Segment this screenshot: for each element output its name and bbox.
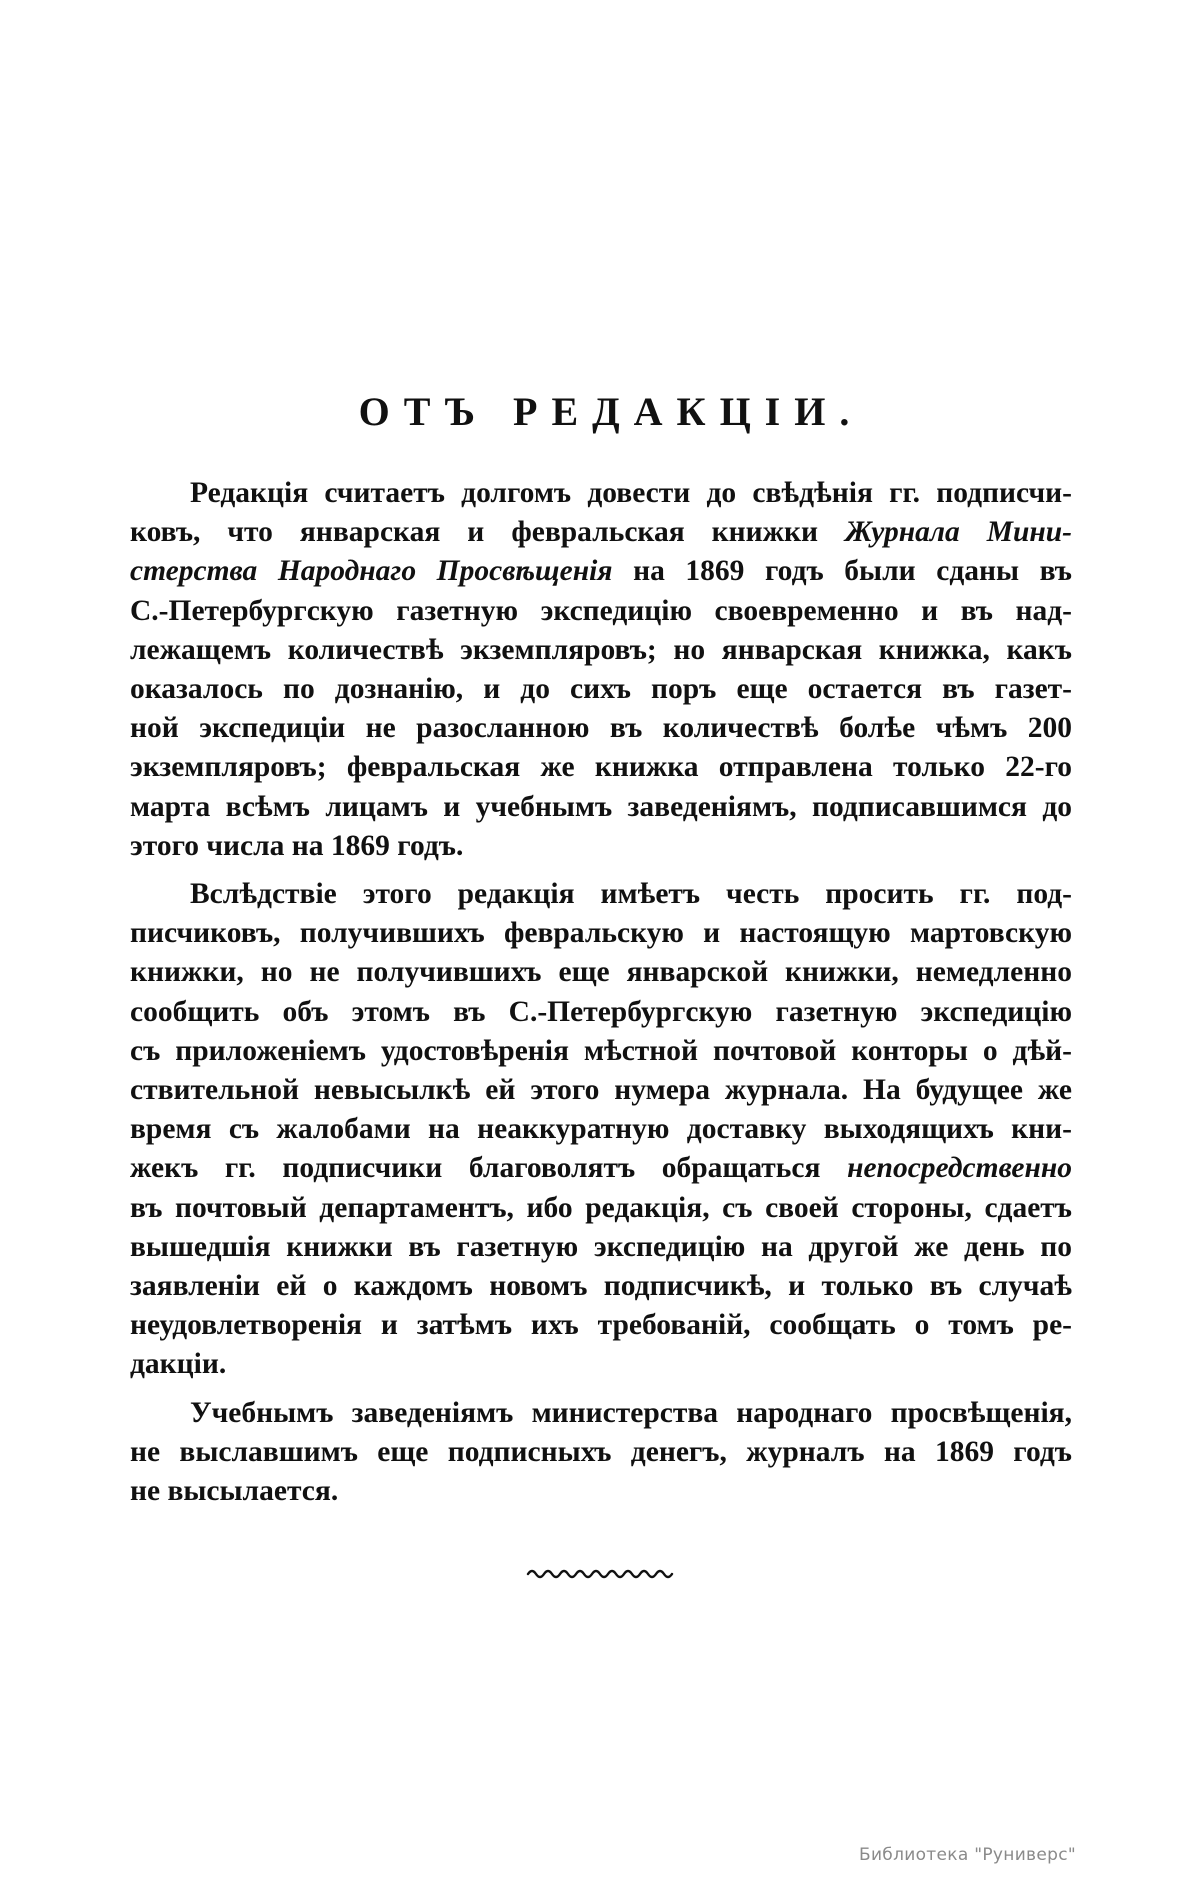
text-line (130, 914, 1072, 953)
text-line (130, 748, 1072, 787)
wavy-divider-ornament (526, 1566, 676, 1580)
text-run: ной экспедиціи не разосланною въ количествѣ болѣе чѣмъ 200 (130, 712, 1072, 745)
library-watermark: Библиотека "Руниверс" (859, 1845, 1076, 1865)
text-run: Редакція считаетъ долгомъ довести до свѣдѣнія гг. подписчи- (190, 477, 1072, 509)
text-line (130, 709, 1072, 748)
text-line (130, 1228, 1072, 1267)
text-run: С.-Петербургскую газетную экспедицію своевременно и въ над- (130, 594, 1072, 627)
italic-text-run: стерства Народнаго Просвѣщенія (130, 555, 613, 588)
body-text (130, 474, 1072, 1520)
text-run: писчиковъ, получившихъ февральскую и настоящую мартовскую (130, 917, 1072, 950)
text-run: оказалось по дознанію, и до сихъ поръ еще остается въ газет- (130, 673, 1072, 706)
text-line (130, 592, 1072, 631)
text-line (130, 1189, 1072, 1228)
text-line (130, 875, 1072, 914)
text-run: заявленіи ей о каждомъ новомъ подписчикѣ, и только въ случаѣ (130, 1270, 1072, 1303)
text-line (130, 1433, 1072, 1472)
text-line (130, 1345, 1072, 1384)
text-run: марта всѣмъ лицамъ и учебнымъ заведеніямъ, подписавшимся до (130, 790, 1072, 823)
text-run: сообщить объ этомъ въ С.-Петербургскую газетную экспедицію (130, 995, 1072, 1028)
paragraph (130, 1394, 1072, 1512)
text-run: на 1869 годъ были сданы въ (612, 555, 1073, 588)
text-line (130, 1032, 1072, 1071)
text-run: ствительной невысылкѣ ей этого нумера журнала. На будущее же (130, 1074, 1072, 1107)
text-run: неудовлетворенія и затѣмъ ихъ требованій, сообщать о томъ ре- (130, 1309, 1072, 1342)
text-line (130, 788, 1072, 827)
text-line (130, 631, 1072, 670)
text-line (130, 1149, 1072, 1188)
text-line (130, 670, 1072, 709)
text-run: экземпляровъ; февральская же книжка отправлена только 22-го (130, 751, 1072, 784)
italic-text-run: непосредственно (847, 1152, 1072, 1185)
text-line (130, 1071, 1072, 1110)
text-line (130, 953, 1072, 992)
text-run: съ приложеніемъ удостовѣренія мѣстной почтовой конторы о дѣй- (130, 1034, 1072, 1067)
text-line (130, 1110, 1072, 1149)
text-line (130, 1472, 1072, 1511)
text-run: Учебнымъ заведеніямъ министерства народнаго просвѣщенія, (190, 1396, 1072, 1429)
paragraph (130, 474, 1072, 866)
text-line (130, 474, 1072, 513)
text-line (130, 1394, 1072, 1433)
text-run: жекъ гг. подписчики благоволятъ обращаться (130, 1152, 848, 1185)
text-run: дакціи. (130, 1348, 227, 1381)
text-line (130, 513, 1072, 552)
text-run: не выславшимъ еще подписныхъ денегъ, журналъ на 1869 годъ (130, 1435, 1072, 1468)
text-line (130, 993, 1072, 1032)
text-line (130, 1306, 1072, 1345)
text-line (130, 1267, 1072, 1306)
text-run: этого числа на 1869 годъ. (130, 829, 464, 862)
text-run: книжки, но не получившихъ еще январской книжки, немедленно (130, 956, 1072, 989)
text-run: время съ жалобами на неаккуратную доставку выходящихъ кни- (130, 1113, 1072, 1146)
page-title: ОТЪ РЕДАКЦІИ. (358, 389, 864, 434)
paragraph (130, 875, 1072, 1385)
text-run: вышедшія книжки въ газетную экспедицію на другой же день по (130, 1230, 1072, 1263)
text-line (130, 827, 1072, 866)
text-line (130, 552, 1072, 591)
text-run: ковъ, что январская и февральская книжки (130, 516, 846, 549)
italic-text-run: Журнала Мини- (845, 516, 1073, 549)
text-run: не высылается. (130, 1475, 339, 1508)
text-run: лежащемъ количествѣ экземпляровъ; но январская книжка, какъ (130, 633, 1072, 666)
text-run: въ почтовый департаментъ, ибо редакція, съ своей стороны, сдаетъ (130, 1191, 1072, 1224)
text-run: Вслѣдствіе этого редакція имѣетъ честь просить гг. под- (190, 878, 1072, 911)
